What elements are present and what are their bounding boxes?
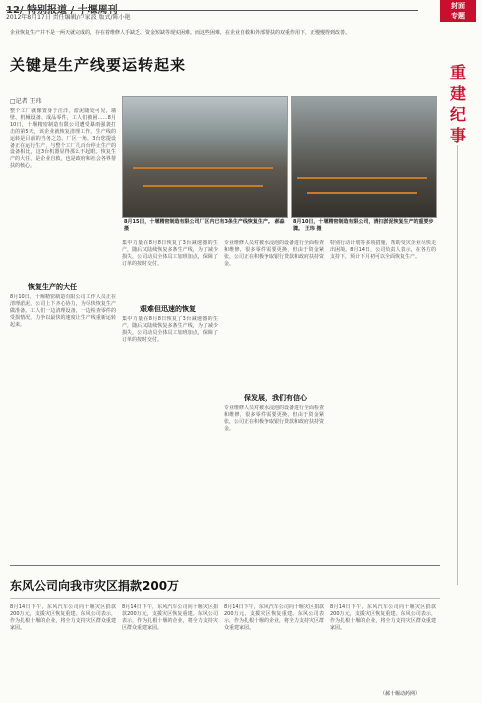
side-char-4: 事 bbox=[449, 126, 466, 145]
article-column-3: 集中力量在8月8日恢复了3台减速器的生产，随后又陆续恢复多条生产线，为了减少损失，公司动员全体员工加班加点，保障了订单的按时交付。 bbox=[122, 240, 218, 267]
article-column-4: 专业维修人员对被水浸泡的设备进行全面检查和维修，很多零件需要更换，但由于资金紧张，公司正在积极争取银行贷款和政府扶持资金。 bbox=[224, 240, 324, 267]
side-char-2: 建 bbox=[449, 84, 466, 103]
side-char-1: 重 bbox=[449, 63, 466, 82]
tag-line-1: 封面 bbox=[451, 2, 465, 10]
header-rule bbox=[6, 10, 418, 11]
bottom-signature: （郝十堰动药网） bbox=[380, 691, 421, 697]
article-column-1: 整个工厂就像置身于汪洋，淤泥随处可见，墙壁、机械设备、成品零件，工人们被困……8月10日，十堰精密制造有限公司遭受暴雨强袭打击的第5天，该企业就恢复清理工作。生产线的运转是目前的当务之急。厂区一角，3台您提设备正在运行生产，与整个工厂几百台停止生产的设备相比，这3台机器显得那么不起眼。恢复生产的大任，是企业自救，也是政府和社会各界帮扶的核心。 bbox=[10, 108, 116, 170]
subhead-1: 恢复生产的大任 bbox=[28, 283, 77, 291]
subhead-3: 保发展，我们有信心 bbox=[244, 394, 307, 402]
lead-paragraph: 企业恢复生产并不是一两天就完成的，存在着维修人手缺乏、资金短缺等现实困难。而这些困难，在企业自救和外部帮扶的双重作用下，正慢慢得到改善。 bbox=[10, 30, 351, 36]
factory-photo-2 bbox=[291, 96, 437, 218]
photo-detail bbox=[143, 185, 263, 187]
page-header bbox=[0, 0, 482, 22]
side-char-3: 纪 bbox=[449, 105, 466, 124]
photo-2-caption: 8月10日，十堰精密制造有限公司，清扫淤泥恢复生产的重要步骤。 王玮 摄 bbox=[293, 219, 434, 232]
cover-tag bbox=[440, 0, 476, 22]
photo-1-caption: 8月15日，十堰精密制造有限公司厂区内已有3条生产线恢复生产。 郝淼 摄 bbox=[124, 219, 285, 232]
section-divider bbox=[10, 565, 440, 566]
byline: □记者 王玮 bbox=[10, 98, 42, 105]
photo-detail bbox=[133, 167, 273, 169]
article-column-5: 特别行动计划等多项措施，帮助受灾企业尽快走出困境。8月14日，公司负责人表示，在各方的支持下，预计下月初可以全面恢复生产。 bbox=[330, 240, 436, 260]
side-title bbox=[440, 62, 476, 146]
bottom-column-1: 8月14日下午，东风汽车公司向十堰灾区捐款200万元，支援灾区恢复重建。东风公司表示，作为扎根十堰的企业，将全力支持灾区群众重建家园。 bbox=[10, 604, 116, 631]
photo-detail bbox=[307, 192, 417, 194]
date-line: 2012年8月17日 责任编辑/卢家波 版式/陈小艳 bbox=[6, 14, 131, 21]
factory-photo-1 bbox=[122, 96, 288, 218]
headline-rule bbox=[10, 598, 440, 599]
bottom-column-4: 8月14日下午，东风汽车公司向十堰灾区捐款200万元，支援灾区恢复重建。东风公司表示，作为扎根十堰的企业，将全力支持灾区群众重建家园。 bbox=[330, 604, 436, 631]
bottom-column-3: 8月14日下午，东风汽车公司向十堰灾区捐款200万元，支援灾区恢复重建。东风公司表示，作为扎根十堰的企业，将全力支持灾区群众重建家园。 bbox=[224, 604, 324, 631]
photo-detail bbox=[297, 177, 427, 179]
subhead-2: 艰难但迅速的恢复 bbox=[140, 305, 196, 313]
article-column-3b: 集中力量在8月8日恢复了3台减速器的生产，随后又陆续恢复多条生产线，为了减少损失，公司动员全体员工加班加点，保障了订单的按时交付。 bbox=[122, 316, 218, 343]
article-column-4b: 专业维修人员对被水浸泡的设备进行全面检查和维修，很多零件需要更换，但由于资金紧张，公司正在积极争取银行贷款和政府扶持资金。 bbox=[224, 405, 324, 432]
second-headline: 东风公司向我市灾区捐款200万 bbox=[10, 579, 180, 593]
side-divider bbox=[457, 145, 458, 585]
main-headline: 关键是生产线要运转起来 bbox=[10, 56, 187, 74]
article-column-2: 8月10日，十堰精密制造有限公司工作人员正在清理淤泥，公司上下齐心协力，为尽快恢复生产做准备。工人们一边清理设备，一边检查零件的受损情况，力争以最快的速度让生产线重新运转起来。 bbox=[10, 294, 116, 328]
bottom-column-2: 8月14日下午，东风汽车公司向十堰灾区捐款200万元，支援灾区恢复重建。东风公司表示，作为扎根十堰的企业，将全力支持灾区群众重建家园。 bbox=[122, 604, 218, 631]
tag-line-2: 专题 bbox=[451, 12, 465, 20]
